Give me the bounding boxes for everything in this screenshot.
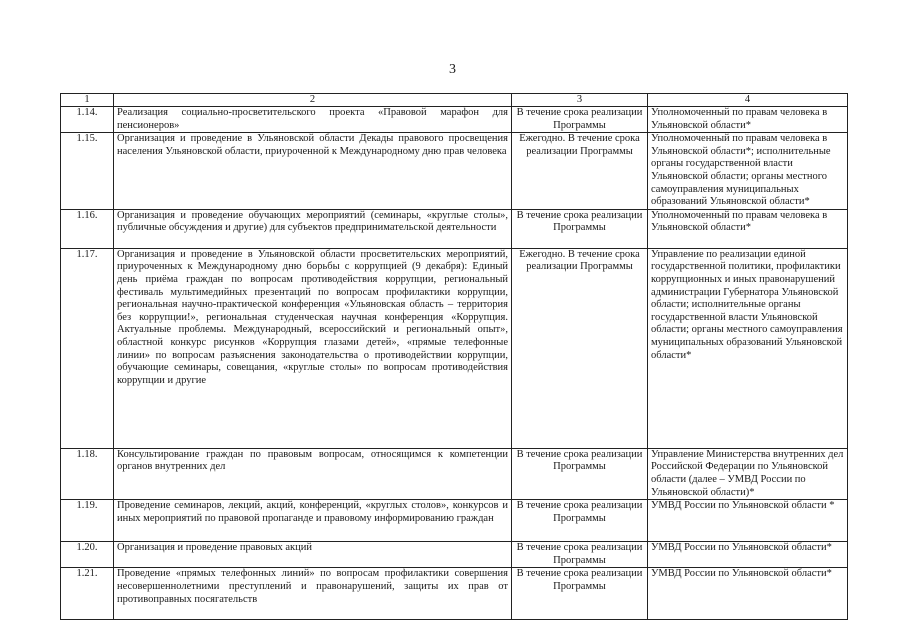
measure-period: В течение срока реализации Программы (512, 500, 648, 542)
table-row (61, 107, 848, 133)
measure-description: Организация и проведение правовых акций (114, 542, 512, 568)
row-number: 1.16. (61, 209, 114, 248)
row-number: 1.14. (61, 107, 114, 133)
page-number: 3 (449, 62, 456, 77)
row-number: 1.17. (61, 248, 114, 448)
measure-description: Организация и проведение в Ульяновской области просветительских мероприятий, приуроченных к Международному дню борьбы с коррупцией (9 декабря): Единый день приёма граждан по вопросам противодействия коррупции, региональный фестиваль мультимедийных презентаций по вопросам профилактики коррупции, региональная научно-практической конференция «Ульяновская область – территория без коррупции!», региональная студенческая научная конференция «Коррупция. Актуальные проблемы. Международный, всероссийский и региональный опыт», областной конкурс рисунков «Коррупция глазами детей», «прямые телефонные линии» по вопросам разъяснения законодательства о противодействии коррупции, обучающие семинары, совещания, «круглые столы» по вопросам противодействия коррупции и другие (114, 248, 512, 448)
measure-description: Реализация социально-просветительского проекта «Правовой марафон для пенсионеров» (114, 107, 512, 133)
column-header: 2 (114, 94, 512, 107)
measure-period: В течение срока реализации Программы (512, 542, 648, 568)
row-number: 1.15. (61, 133, 114, 210)
measure-description: Консультирование граждан по правовым вопросам, относящимся к компетенции органов внутренних дел (114, 448, 512, 499)
measure-period: В течение срока реализации Программы (512, 209, 648, 248)
measure-executor: Уполномоченный по правам человека в Ульяновской области* (648, 209, 848, 248)
table-row (61, 209, 848, 248)
table-row (61, 542, 848, 568)
measure-period: В течение срока реализации Программы (512, 568, 648, 620)
measure-period: Ежегодно. В течение срока реализации Программы (512, 133, 648, 210)
measure-executor: Уполномоченный по правам человека в Ульяновской области*; исполнительные органы государственной власти Ульяновской области; органы местного самоуправления муниципальных образований Ульяновской области* (648, 133, 848, 210)
table-row (61, 133, 848, 210)
measure-description: Организация и проведение в Ульяновской области Декады правового просвещения населения Ульяновской области, приуроченной к Международному дню прав человека (114, 133, 512, 210)
table-row (61, 500, 848, 542)
table-row (61, 248, 848, 448)
table-row (61, 568, 848, 620)
measure-executor: Уполномоченный по правам человека в Ульяновской области* (648, 107, 848, 133)
column-header: 1 (61, 94, 114, 107)
table-row (61, 448, 848, 499)
column-header: 3 (512, 94, 648, 107)
measure-description: Проведение «прямых телефонных линий» по вопросам профилактики совершения несовершеннолетними преступлений и правонарушений, защиты их прав от противоправных посягательств (114, 568, 512, 620)
row-number: 1.18. (61, 448, 114, 499)
measure-description: Проведение семинаров, лекций, акций, конференций, «круглых столов», конкурсов и иных мероприятий по правовой пропаганде и правовому информированию граждан (114, 500, 512, 542)
measure-executor: УМВД России по Ульяновской области * (648, 500, 848, 542)
measure-executor: Управление Министерства внутренних дел Российской Федерации по Ульяновской области (далее – УМВД России по Ульяновской области)* (648, 448, 848, 499)
header-row (61, 94, 848, 107)
measure-executor: УМВД России по Ульяновской области* (648, 568, 848, 620)
row-number: 1.20. (61, 542, 114, 568)
measure-period: В течение срока реализации Программы (512, 107, 648, 133)
row-number: 1.19. (61, 500, 114, 542)
measure-executor: УМВД России по Ульяновской области* (648, 542, 848, 568)
column-header: 4 (648, 94, 848, 107)
table-header (61, 94, 848, 107)
measure-period: Ежегодно. В течение срока реализации Программы (512, 248, 648, 448)
measure-description: Организация и проведение обучающих мероприятий (семинары, «круглые столы», публичные обсуждения и другие) для субъектов предпринимательской деятельности (114, 209, 512, 248)
measure-executor: Управление по реализации единой государственной политики, профилактики коррупционных и иных правонарушений администрации Губернатора Ульяновской области; исполнительные органы государственной власти Ульяновской области; органы местного самоуправления муниципальных образований Ульяновской области* (648, 248, 848, 448)
measure-period: В течение срока реализации Программы (512, 448, 648, 499)
program-measures-table (60, 93, 848, 620)
row-number: 1.21. (61, 568, 114, 620)
